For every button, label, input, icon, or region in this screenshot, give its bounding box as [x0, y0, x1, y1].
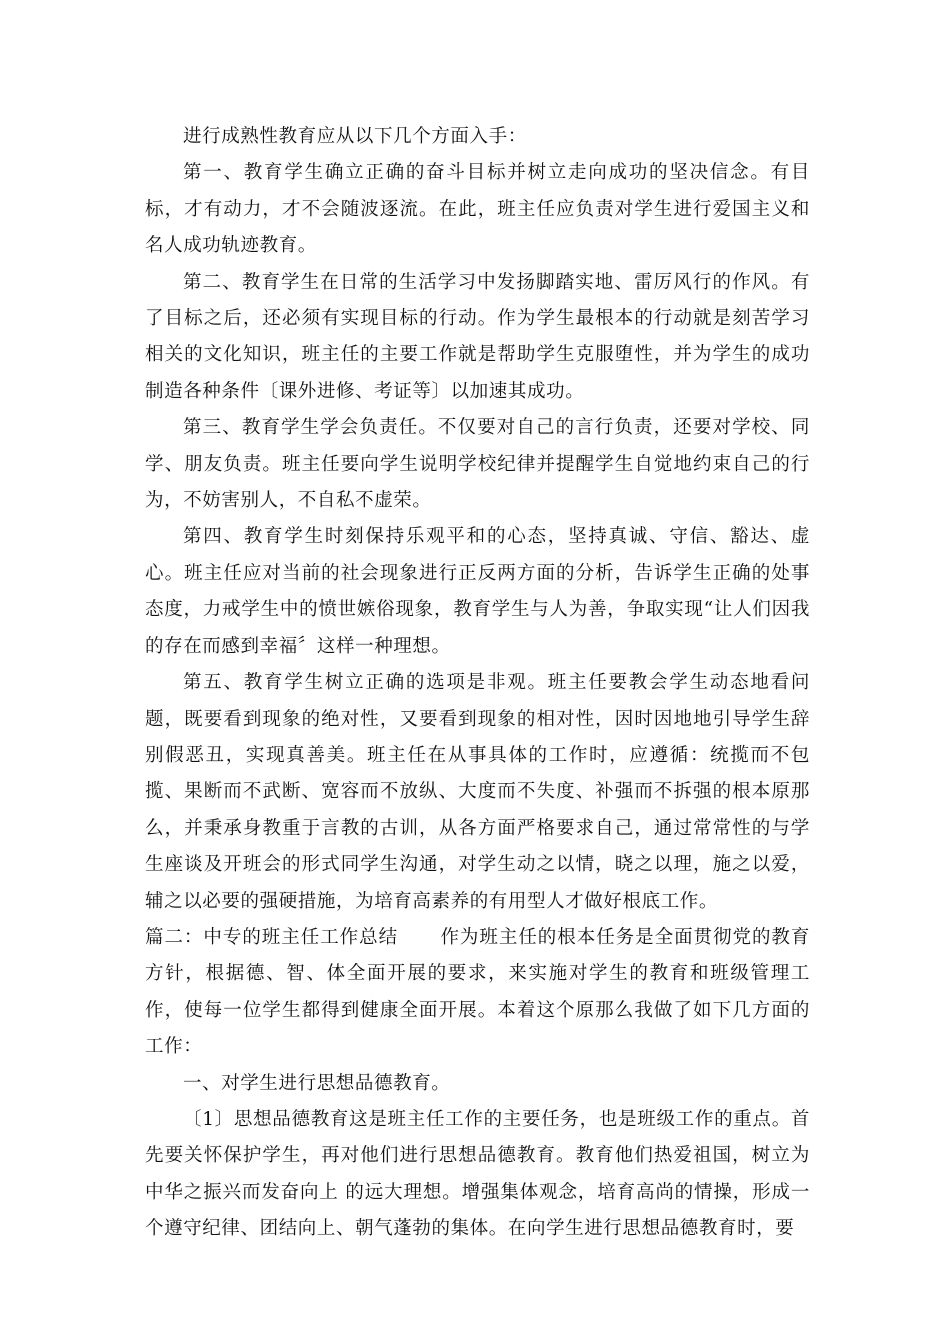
document-body — [145, 119, 810, 1248]
paragraph-fifth: 第五、教育学生树立正确的选项是非观。班主任要教会学生动态地看问题，既要看到现象的绝对性，又要看到现象的相对性，因时因地地引导学生辞别假恶丑，实现真善美。班主任在从事具体的工作时，应遵循：统揽而不包揽、果断而不武断、宽容而不放纵、大度而不失度、补强而不拆强的根本原那么，并秉承身教重于言教的古训，从各方面严格要求自己，通过常常性的与学生座谈及开班会的形式同学生沟通，对学生动之以情，晓之以理，施之以爱，辅之以必要的强硬措施，为培育高素养的有用型人才做好根底工作。 — [145, 672, 810, 912]
section-title: 篇二：中专的班主任工作总结 — [145, 926, 399, 948]
paragraph-intro: 进行成熟性教育应从以下几个方面入手： — [183, 126, 527, 147]
paragraph-second: 第二、教育学生在日常的生活学习中发扬脚踏实地、雷厉风行的作风。有了目标之后，还必须有实现目标的行动。作为学生最根本的行动就是刻苦学习相关的文化知识，班主任的主要工作就是帮助学生克服堕性，并为学生的成功制造各种条件〔课外进修、考证等〕以加速其成功。 — [145, 271, 810, 402]
paragraph-first: 第一、教育学生确立正确的奋斗目标并树立走向成功的坚决信念。有目标，才有动力，才不会随波逐流。在此，班主任应负责对学生进行爱国主义和名人成功轨迹教育。 — [145, 162, 810, 257]
section-intro: 作为班主任的根本任务是全面贯彻党的教育方针，根据德、智、体全面开展的要求，来实施对学生的教育和班级管理工作，使每一位学生都得到健康全面开展。本着这个原那么我做了如下几方面的工作： — [145, 926, 810, 1058]
item-1-title: 一、对学生进行思想品德教育。 — [183, 1072, 451, 1094]
item-1-paragraph: 〔1〕思想品德教育这是班主任工作的主要任务，也是班级工作的重点。首先要关怀保护学生，再对他们进行思想品德教育。教育他们热爱祖国，树立为中华之振兴而发奋向上 的远大理想。增强集体观念，培育高尚的情操，形成一个遵守纪律、团结向上、朝气蓬勃的集体。在向学生进行思想品德教育时，要 — [145, 1108, 810, 1240]
paragraph-fourth: 第四、教育学生时刻保持乐观平和的心态，坚持真诚、守信、豁达、虚心。班主任应对当前的社会现象进行正反两方面的分析，告诉学生正确的处事态度，力戒学生中的愤世嫉俗现象，教育学生与人为善，争取实现“让人们因我的存在而感到幸福〞这样一种理想。 — [145, 526, 810, 657]
section-heading-paragraph — [145, 920, 810, 1066]
paragraph-third: 第三、教育学生学会负责任。不仅要对自己的言行负责，还要对学校、同学、朋友负责。班主任要向学生说明学校纪律并提醒学生自觉地约束自己的行为，不妨害别人，不自私不虚荣。 — [145, 417, 810, 512]
